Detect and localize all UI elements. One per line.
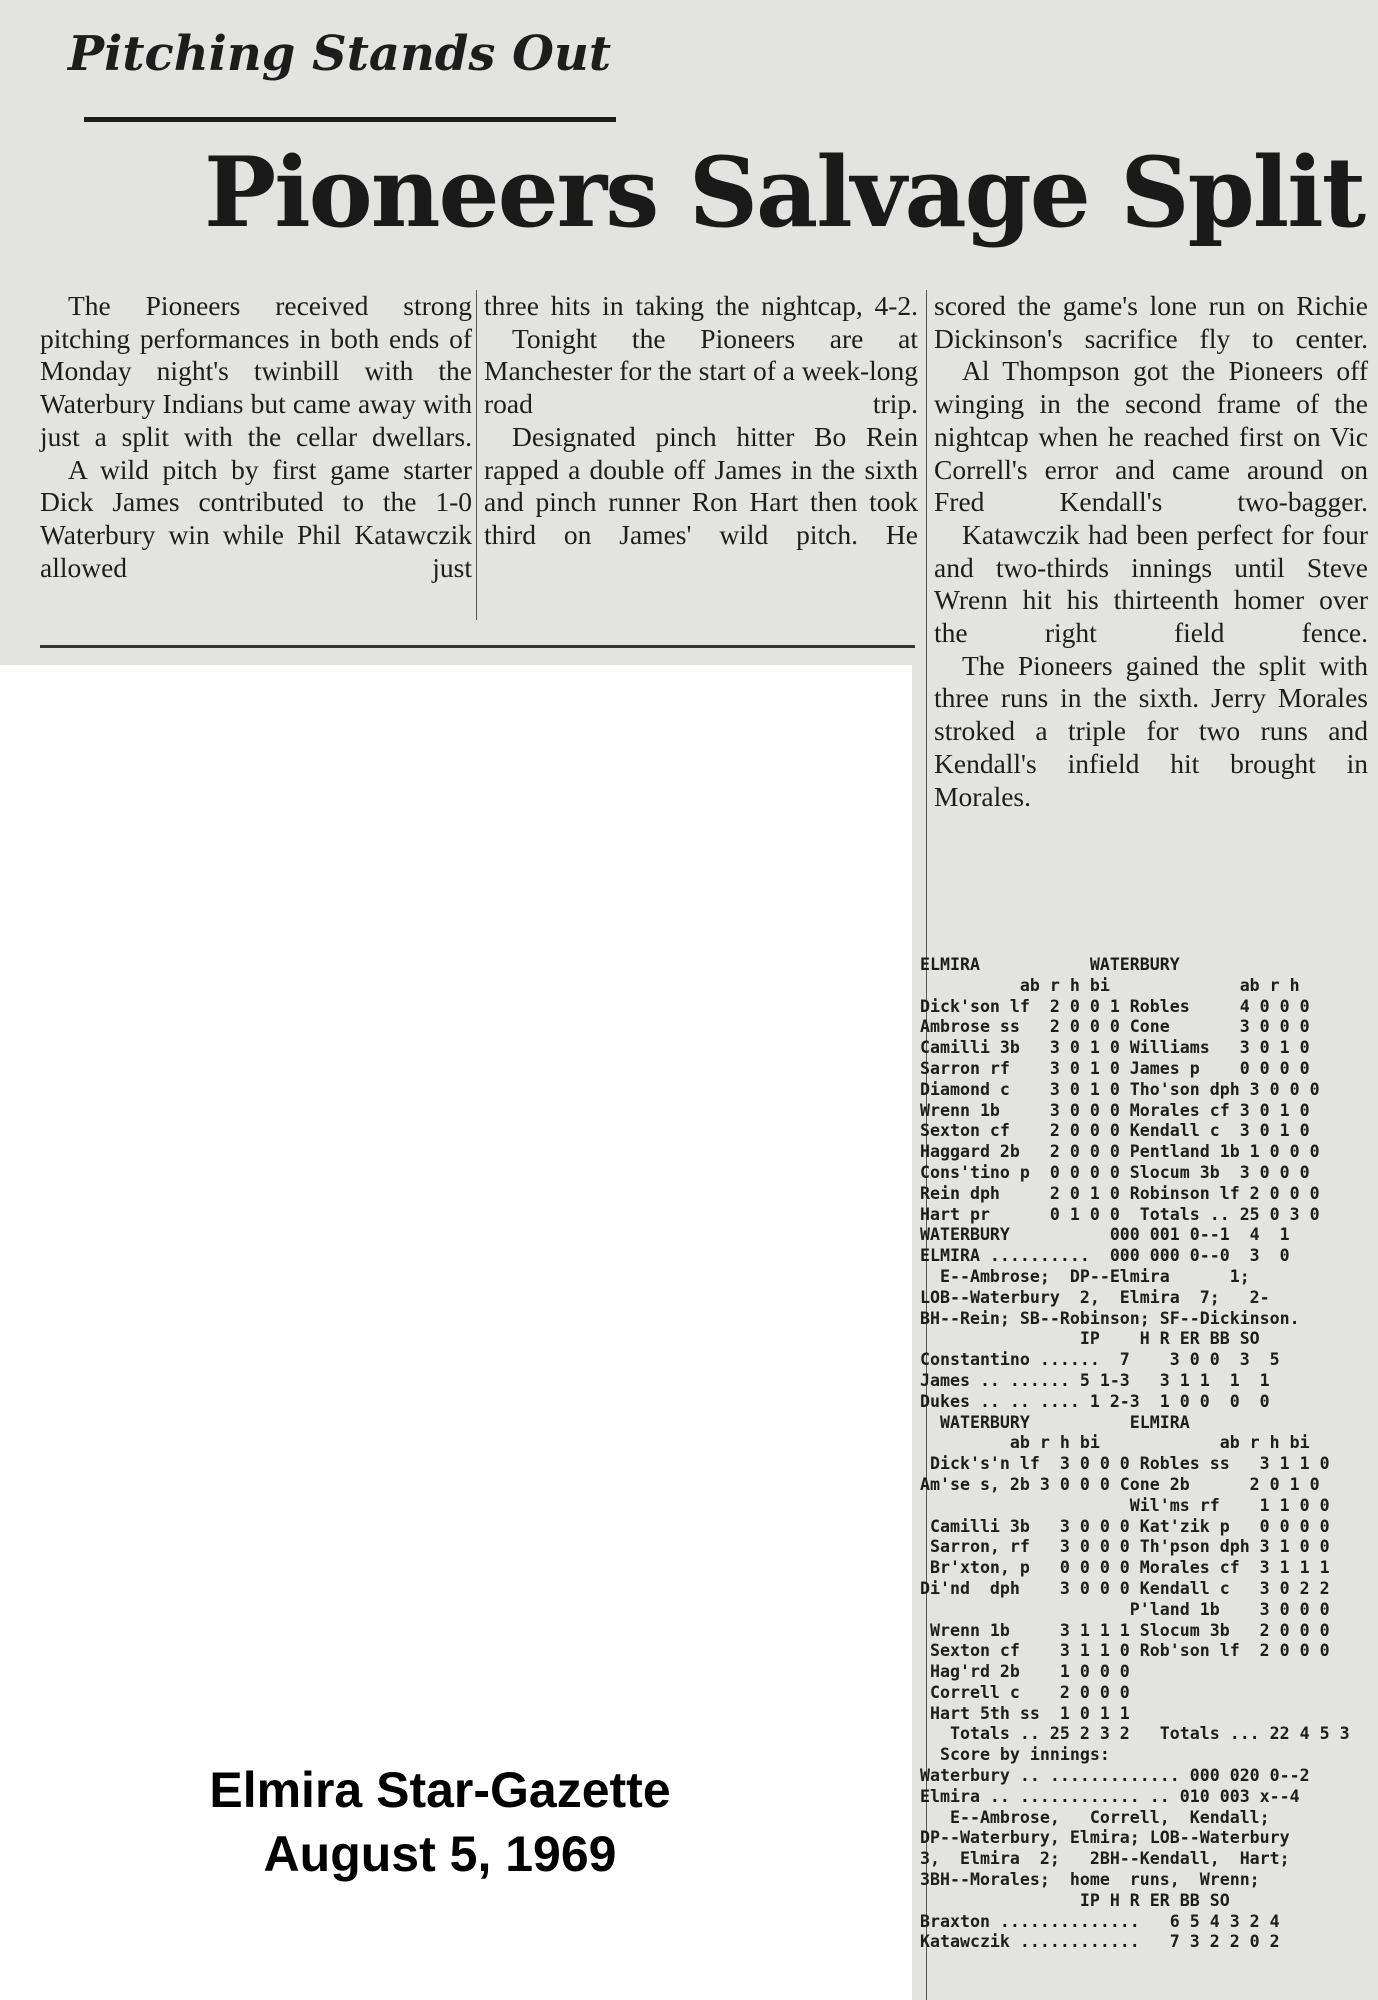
paragraph: Tonight the Pioneers are at Manchester for the start of a week-long road trip.	[484, 322, 918, 420]
kicker-rule	[84, 117, 616, 122]
caption-date: August 5, 1969	[263, 1826, 617, 1882]
box-score-line: Score by innings:	[920, 1745, 1110, 1765]
box-score-line: James .. ...... 5 1-3 3 1 1 1 1	[920, 1370, 1270, 1390]
box-score-line: Cons'tino p 0 0 0 0 Slocum 3b 3 0 0 0	[920, 1162, 1310, 1182]
caption-publication: Elmira Star-Gazette	[209, 1762, 671, 1818]
box-score-line: Constantino ...... 7 3 0 0 3 5	[920, 1350, 1280, 1370]
box-score-line: DP--Waterbury, Elmira; LOB--Waterbury	[920, 1828, 1290, 1848]
paragraph: The Pioneers gained the split with three runs in the sixth. Jerry Morales stroked a triple for two runs and Kendall's infield hit brought in Morales.	[934, 649, 1368, 812]
box-score-line: Am'se s, 2b 3 0 0 0 Cone 2b 2 0 1 0	[920, 1474, 1320, 1494]
paragraph: three hits in taking the nightcap, 4-2.	[484, 290, 918, 321]
box-score-line: Wrenn 1b 3 1 1 1 Slocum 3b 2 0 0 0	[920, 1620, 1330, 1640]
box-score-line: P'land 1b 3 0 0 0	[920, 1599, 1330, 1619]
paragraph: Katawczik had been perfect for four and two-thirds innings until Steve Wrenn hit his thirteenth homer over the right field fence.	[934, 518, 1368, 649]
box-score-line: Ambrose ss 2 0 0 0 Cone 3 0 0 0	[920, 1017, 1310, 1037]
box-score-line: Camilli 3b 3 0 1 0 Williams 3 0 1 0	[920, 1038, 1310, 1058]
box-score-line: IP H R ER BB SO	[920, 1890, 1230, 1910]
section-rule	[40, 645, 915, 648]
box-score-line: Sexton cf 2 0 0 0 Kendall c 3 0 1 0	[920, 1121, 1310, 1141]
article-column-2	[484, 290, 918, 552]
box-score-line: Diamond c 3 0 1 0 Tho'son dph 3 0 0 0	[920, 1079, 1320, 1099]
box-score-line: Di'nd dph 3 0 0 0 Kendall c 3 0 2 2	[920, 1578, 1330, 1598]
box-score-line: ELMIRA .......... 000 000 0--0 3 0	[920, 1246, 1290, 1266]
box-score-line: Hart pr 0 1 0 0 Totals .. 25 0 3 0	[920, 1204, 1320, 1224]
article-column-1	[40, 290, 472, 584]
box-score-line: 3, Elmira 2; 2BH--Kendall, Hart;	[920, 1849, 1290, 1869]
box-score-line: Hart 5th ss 1 0 1 1	[920, 1703, 1130, 1723]
paragraph: scored the game's lone run on Richie Dickinson's sacrifice fly to center.	[934, 290, 1368, 354]
paragraph: A wild pitch by first game starter Dick James contributed to the 1-0 Waterbury win while Phil Katawczik allowed just	[40, 453, 472, 583]
box-score-line: Totals .. 25 2 3 2 Totals ... 22 4 5 3	[920, 1724, 1350, 1744]
main-headline: Pioneers Salvage Split	[204, 136, 1365, 249]
paragraph: The Pioneers received strong pitching performances in both ends of Monday night's twinbill with the Waterbury Indians but came away with just a split with the cellar dwellars.	[40, 290, 472, 452]
box-score-line: ab r h bi ab r h bi	[920, 1433, 1310, 1453]
box-score-line: 3BH--Morales; home runs, Wrenn;	[920, 1870, 1260, 1890]
box-score-line: Braxton .............. 6 5 4 3 2 4	[920, 1911, 1280, 1931]
paragraph: Al Thompson got the Pioneers off winging in the second frame of the nightcap when he reached first on Vic Correll's error and came around on Fred Kendall's two-bagger.	[934, 355, 1368, 518]
column-divider	[476, 290, 477, 620]
box-score-line: Sarron rf 3 0 1 0 James p 0 0 0 0	[920, 1058, 1310, 1078]
box-score-line: Dukes .. .. .... 1 2-3 1 0 0 0 0	[920, 1391, 1270, 1411]
box-score-line: E--Ambrose, Correll, Kendall;	[920, 1807, 1270, 1827]
box-score-line: Wil'ms rf 1 1 0 0	[920, 1495, 1330, 1515]
box-score-line: Br'xton, p 0 0 0 0 Morales cf 3 1 1 1	[920, 1558, 1330, 1578]
box-score-line: E--Ambrose; DP--Elmira 1;	[920, 1266, 1250, 1286]
box-score-line: Elmira .. ............ .. 010 003 x--4	[920, 1786, 1300, 1806]
kicker-headline: Pitching Stands Out	[68, 26, 612, 82]
box-score-line: WATERBURY 000 001 0--1 4 1	[920, 1225, 1290, 1245]
paragraph: Designated pinch hitter Bo Rein rapped a double off James in the sixth and pinch runner Ron Hart then took third on James' wild pitch. He	[484, 420, 918, 550]
box-score-line: Dick's'n lf 3 0 0 0 Robles ss 3 1 1 0	[920, 1454, 1330, 1474]
box-score-line: Haggard 2b 2 0 0 0 Pentland 1b 1 0 0 0	[920, 1142, 1320, 1162]
box-score-line: Sexton cf 3 1 1 0 Rob'son lf 2 0 0 0	[920, 1641, 1330, 1661]
box-score-line: IP H R ER BB SO	[920, 1329, 1260, 1349]
box-score-line: Wrenn 1b 3 0 0 0 Morales cf 3 0 1 0	[920, 1100, 1310, 1120]
box-score-line: Rein dph 2 0 1 0 Robinson lf 2 0 0 0	[920, 1183, 1320, 1203]
box-score-line: Dick'son lf 2 0 0 1 Robles 4 0 0 0	[920, 996, 1310, 1016]
box-score-line: Correll c 2 0 0 0	[920, 1682, 1130, 1702]
box-score-line: Katawczik ............ 7 3 2 2 0 2	[920, 1932, 1280, 1952]
box-score-line: Sarron, rf 3 0 0 0 Th'pson dph 3 1 0 0	[920, 1537, 1330, 1557]
box-score-line: BH--Rein; SB--Robinson; SF--Dickinson.	[920, 1308, 1300, 1328]
box-score-line: WATERBURY ELMIRA	[920, 1412, 1190, 1432]
box-score-line: Waterbury .. ............. 000 020 0--2	[920, 1766, 1310, 1786]
box-score	[920, 955, 1365, 1953]
box-score-line: LOB--Waterbury 2, Elmira 7; 2-	[920, 1287, 1270, 1307]
caption	[140, 1758, 740, 1886]
box-score-line: ELMIRA WATERBURY	[920, 955, 1180, 974]
box-score-line: ab r h bi ab r h	[920, 975, 1300, 995]
box-score-line: Camilli 3b 3 0 0 0 Kat'zik p 0 0 0 0	[920, 1516, 1330, 1536]
article-column-3	[934, 290, 1368, 813]
box-score-line: Hag'rd 2b 1 0 0 0	[920, 1662, 1130, 1682]
